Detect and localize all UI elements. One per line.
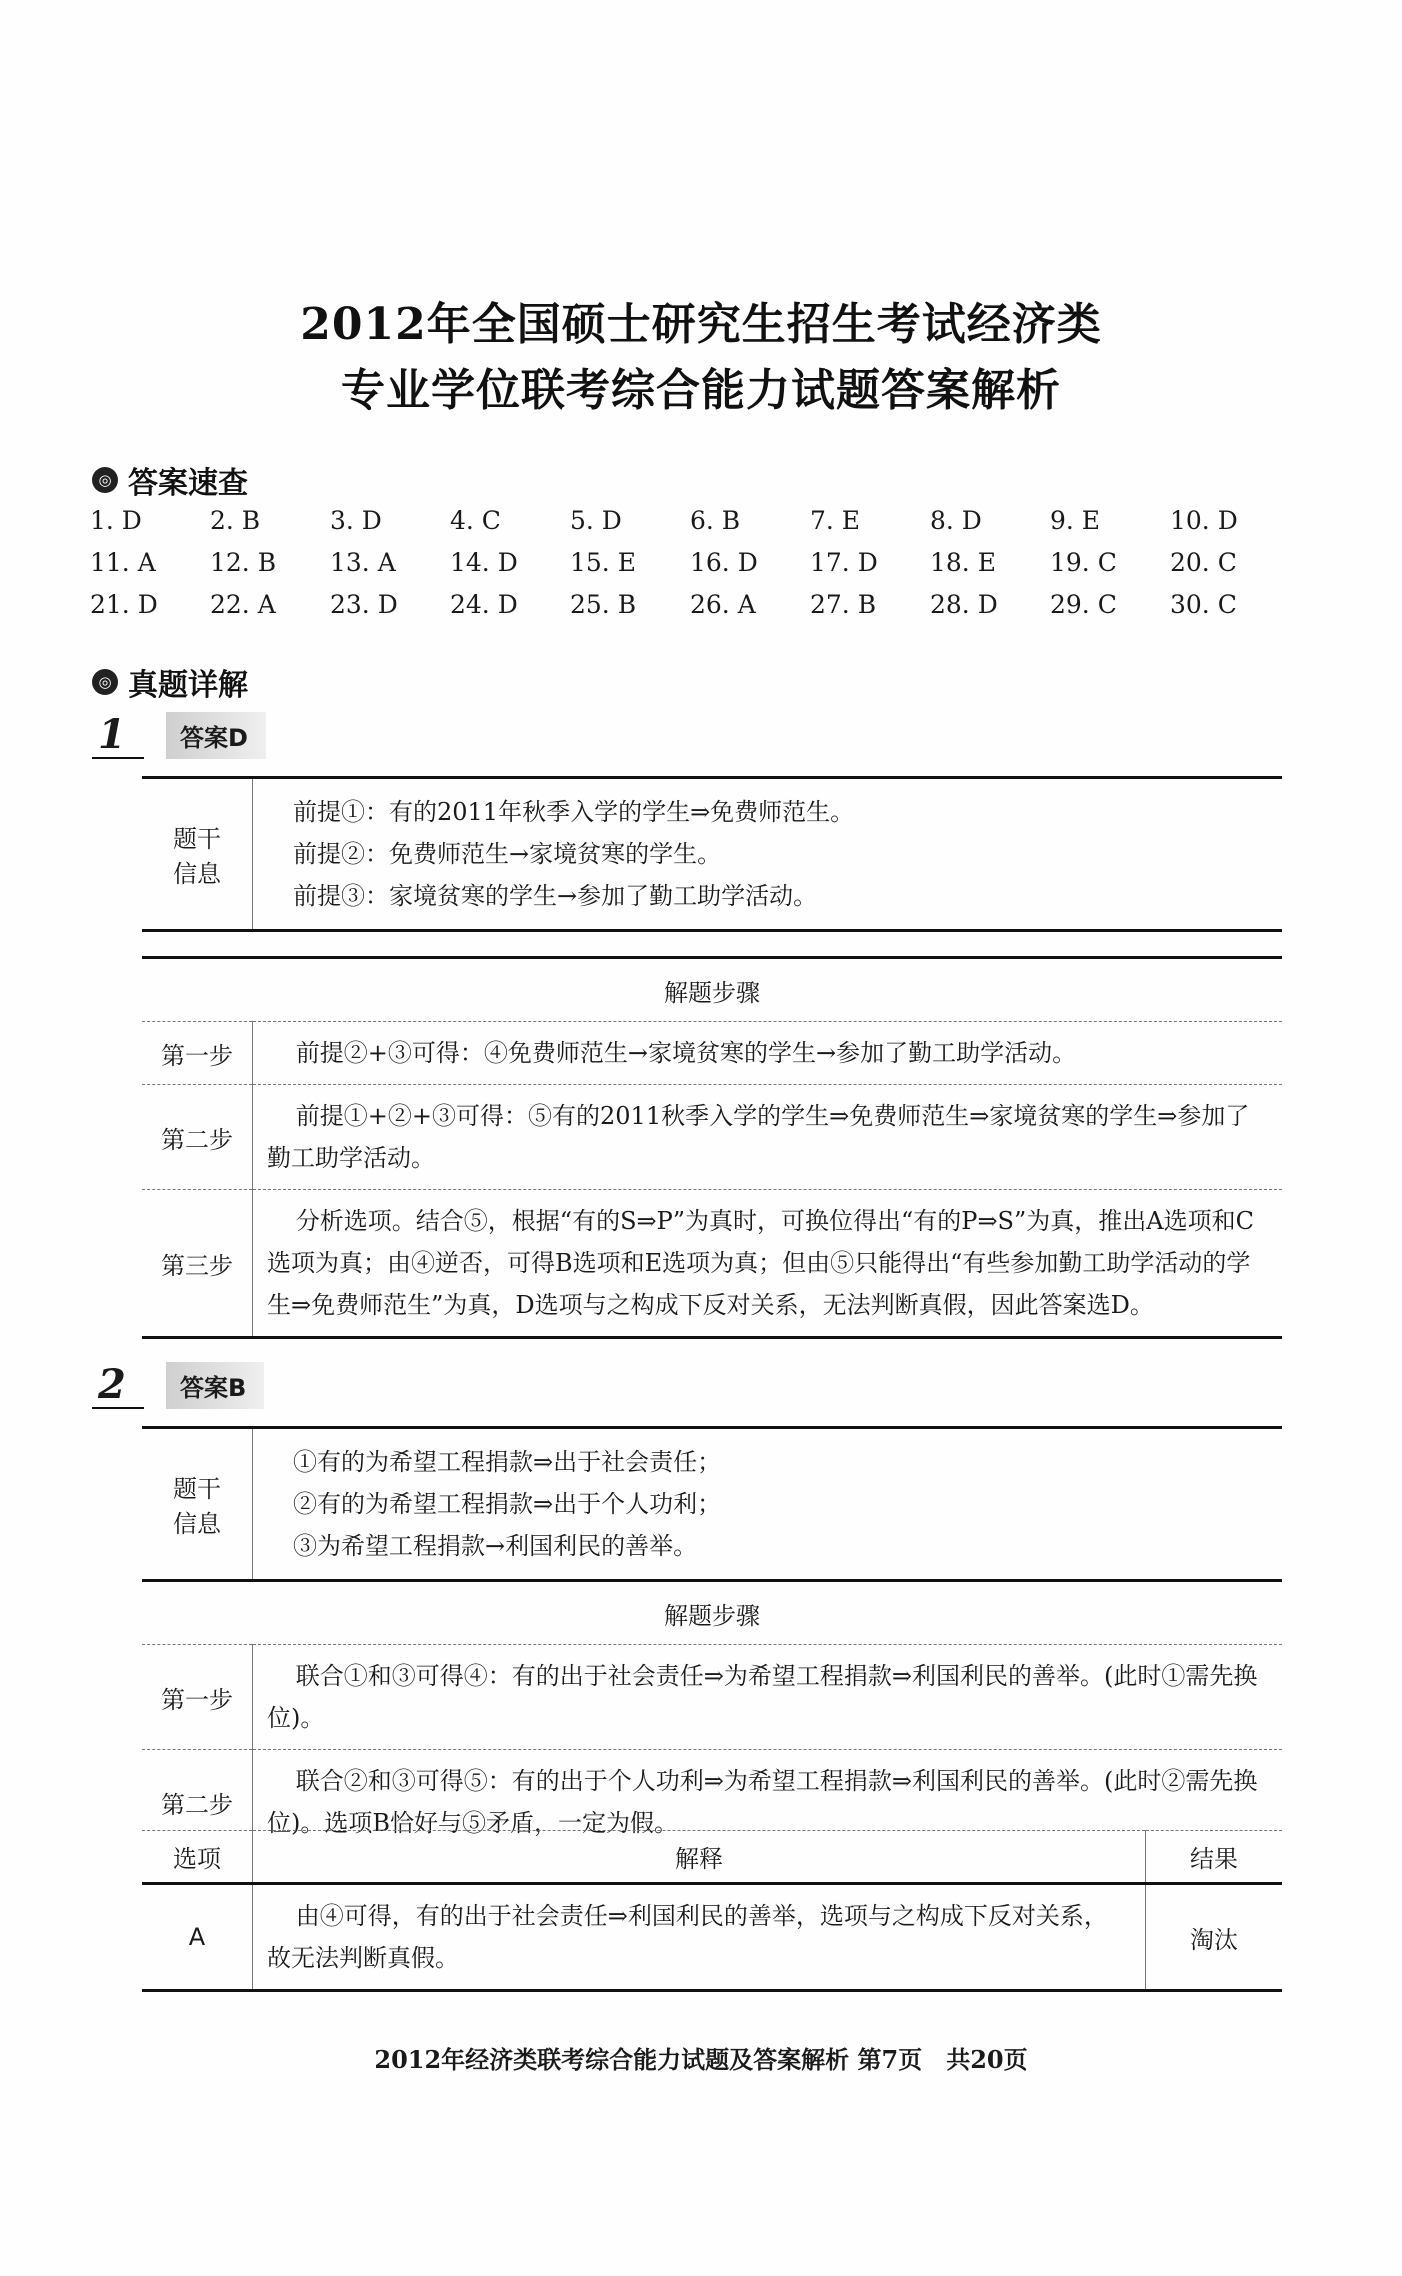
option-row xyxy=(142,1884,1282,1991)
answer-badge: 答案D xyxy=(166,712,266,759)
option-letter: A xyxy=(142,1884,253,1991)
premise: ①有的为希望工程捐款⇒出于社会责任； xyxy=(293,1448,722,1476)
section-quick-answers xyxy=(92,458,248,502)
answer-item: 1. D xyxy=(90,506,142,535)
answer-item: 7. E xyxy=(810,506,861,535)
answer-row xyxy=(90,506,1290,548)
answer-item: 5. D xyxy=(570,506,622,535)
section-title: 答案速查 xyxy=(128,466,248,501)
steps-header: 解题步骤 xyxy=(142,958,1282,1022)
step-label: 第三步 xyxy=(142,1190,253,1338)
section-title: 真题详解 xyxy=(128,668,248,703)
answer-item: 14. D xyxy=(450,548,518,577)
page-title-line1: 2012年全国硕士研究生招生考试经济类 xyxy=(300,299,1102,350)
premise: 前提①：有的2011年秋季入学的学生⇒免费师范生。 xyxy=(293,798,855,826)
section-bullet-icon: ◎ xyxy=(92,669,118,695)
step-label: 第二步 xyxy=(142,1750,253,1855)
info-body xyxy=(253,778,1283,931)
answer-item: 6. B xyxy=(690,506,741,535)
steps-header-row xyxy=(142,1581,1282,1645)
spacer-row xyxy=(142,931,1282,958)
step-row xyxy=(142,1022,1282,1085)
step-row xyxy=(142,1190,1282,1338)
answer-item: 16. D xyxy=(690,548,758,577)
answer-grid xyxy=(90,506,1290,632)
answer-item: 20. C xyxy=(1170,548,1237,577)
step-label: 第一步 xyxy=(142,1022,253,1085)
question-number: 1 xyxy=(92,713,144,759)
section-explanations xyxy=(92,660,248,704)
answer-item: 19. C xyxy=(1050,548,1117,577)
q2-info-row xyxy=(142,1428,1282,1581)
answer-item: 3. D xyxy=(330,506,382,535)
premise: 前提③：家境贫寒的学生→参加了勤工助学活动。 xyxy=(293,882,818,910)
answer-item: 21. D xyxy=(90,590,158,619)
answer-item: 17. D xyxy=(810,548,878,577)
answer-item: 12. B xyxy=(210,548,277,577)
q1-table xyxy=(142,776,1282,1339)
page-footer: 2012年经济类联考综合能力试题及答案解析 第7页 共20页 xyxy=(374,2045,1028,2074)
option-header: 选项 xyxy=(142,1831,253,1884)
result-header: 结果 xyxy=(1146,1831,1283,1884)
q2-table xyxy=(142,1426,1282,1854)
step-text: 联合②和③可得⑤：有的出于个人功利⇒为希望工程捐款⇒利国利民的善举。(此时②需先换位)。选项B恰好与⑤矛盾，一定为假。 xyxy=(253,1750,1283,1855)
info-label: 题干 信息 xyxy=(142,778,253,931)
premise: ②有的为希望工程捐款⇒出于个人功利； xyxy=(293,1490,722,1518)
steps-header-row xyxy=(142,958,1282,1022)
answer-item: 27. B xyxy=(810,590,877,619)
step-text: 前提①+②+③可得：⑤有的2011秋季入学的学生⇒免费师范生⇒家境贫寒的学生⇒参加了勤工助学活动。 xyxy=(253,1085,1283,1190)
premise: 前提②：免费师范生→家境贫寒的学生。 xyxy=(293,840,722,868)
explain-header: 解释 xyxy=(253,1831,1146,1884)
info-body xyxy=(253,1428,1283,1581)
answer-row xyxy=(90,590,1290,632)
q2-header xyxy=(92,1362,264,1409)
answer-item: 9. E xyxy=(1050,506,1101,535)
answer-item: 18. E xyxy=(930,548,996,577)
step-text: 联合①和③可得④：有的出于社会责任⇒为希望工程捐款⇒利国利民的善举。(此时①需先换位)。 xyxy=(253,1645,1283,1750)
answer-item: 25. B xyxy=(570,590,637,619)
premise: ③为希望工程捐款→利国利民的善举。 xyxy=(293,1532,698,1560)
page-title-line2: 专业学位联考综合能力试题答案解析 xyxy=(341,365,1061,416)
answer-item: 2. B xyxy=(210,506,261,535)
question-number: 2 xyxy=(92,1363,144,1409)
step-row xyxy=(142,1085,1282,1190)
answer-item: 4. C xyxy=(450,506,501,535)
step-label: 第一步 xyxy=(142,1645,253,1750)
answer-item: 26. A xyxy=(690,590,756,619)
answer-item: 24. D xyxy=(450,590,518,619)
step-text: 分析选项。结合⑤，根据“有的S⇒P”为真时，可换位得出“有的P⇒S”为真，推出A选项和C选项为真；由④逆否，可得B选项和E选项为真；但由⑤只能得出“有些参加勤工助学活动的学生⇒免费师范生”为真，D选项与之构成下反对关系，无法判断真假，因此答案选D。 xyxy=(253,1190,1283,1338)
answer-item: 10. D xyxy=(1170,506,1238,535)
answer-item: 29. C xyxy=(1050,590,1117,619)
answer-badge: 答案B xyxy=(166,1362,264,1409)
answer-item: 11. A xyxy=(90,548,156,577)
answer-item: 13. A xyxy=(330,548,396,577)
options-header-row xyxy=(142,1831,1282,1884)
section-bullet-icon: ◎ xyxy=(92,467,118,493)
answer-item: 28. D xyxy=(930,590,998,619)
q1-info-row xyxy=(142,778,1282,931)
answer-item: 8. D xyxy=(930,506,982,535)
answer-item: 22. A xyxy=(210,590,276,619)
q2-options-table xyxy=(142,1830,1282,1992)
answer-row xyxy=(90,548,1290,590)
steps-header: 解题步骤 xyxy=(142,1581,1282,1645)
info-label: 题干 信息 xyxy=(142,1428,253,1581)
answer-item: 15. E xyxy=(570,548,636,577)
step-text: 前提②+③可得：④免费师范生→家境贫寒的学生→参加了勤工助学活动。 xyxy=(253,1022,1283,1085)
option-explain: 由④可得，有的出于社会责任⇒利国利民的善举，选项与之构成下反对关系，故无法判断真假。 xyxy=(253,1884,1146,1991)
step-label: 第二步 xyxy=(142,1085,253,1190)
answer-item: 23. D xyxy=(330,590,398,619)
option-result: 淘汰 xyxy=(1146,1884,1283,1991)
answer-item: 30. C xyxy=(1170,590,1237,619)
q1-header xyxy=(92,712,266,759)
step-row xyxy=(142,1645,1282,1750)
